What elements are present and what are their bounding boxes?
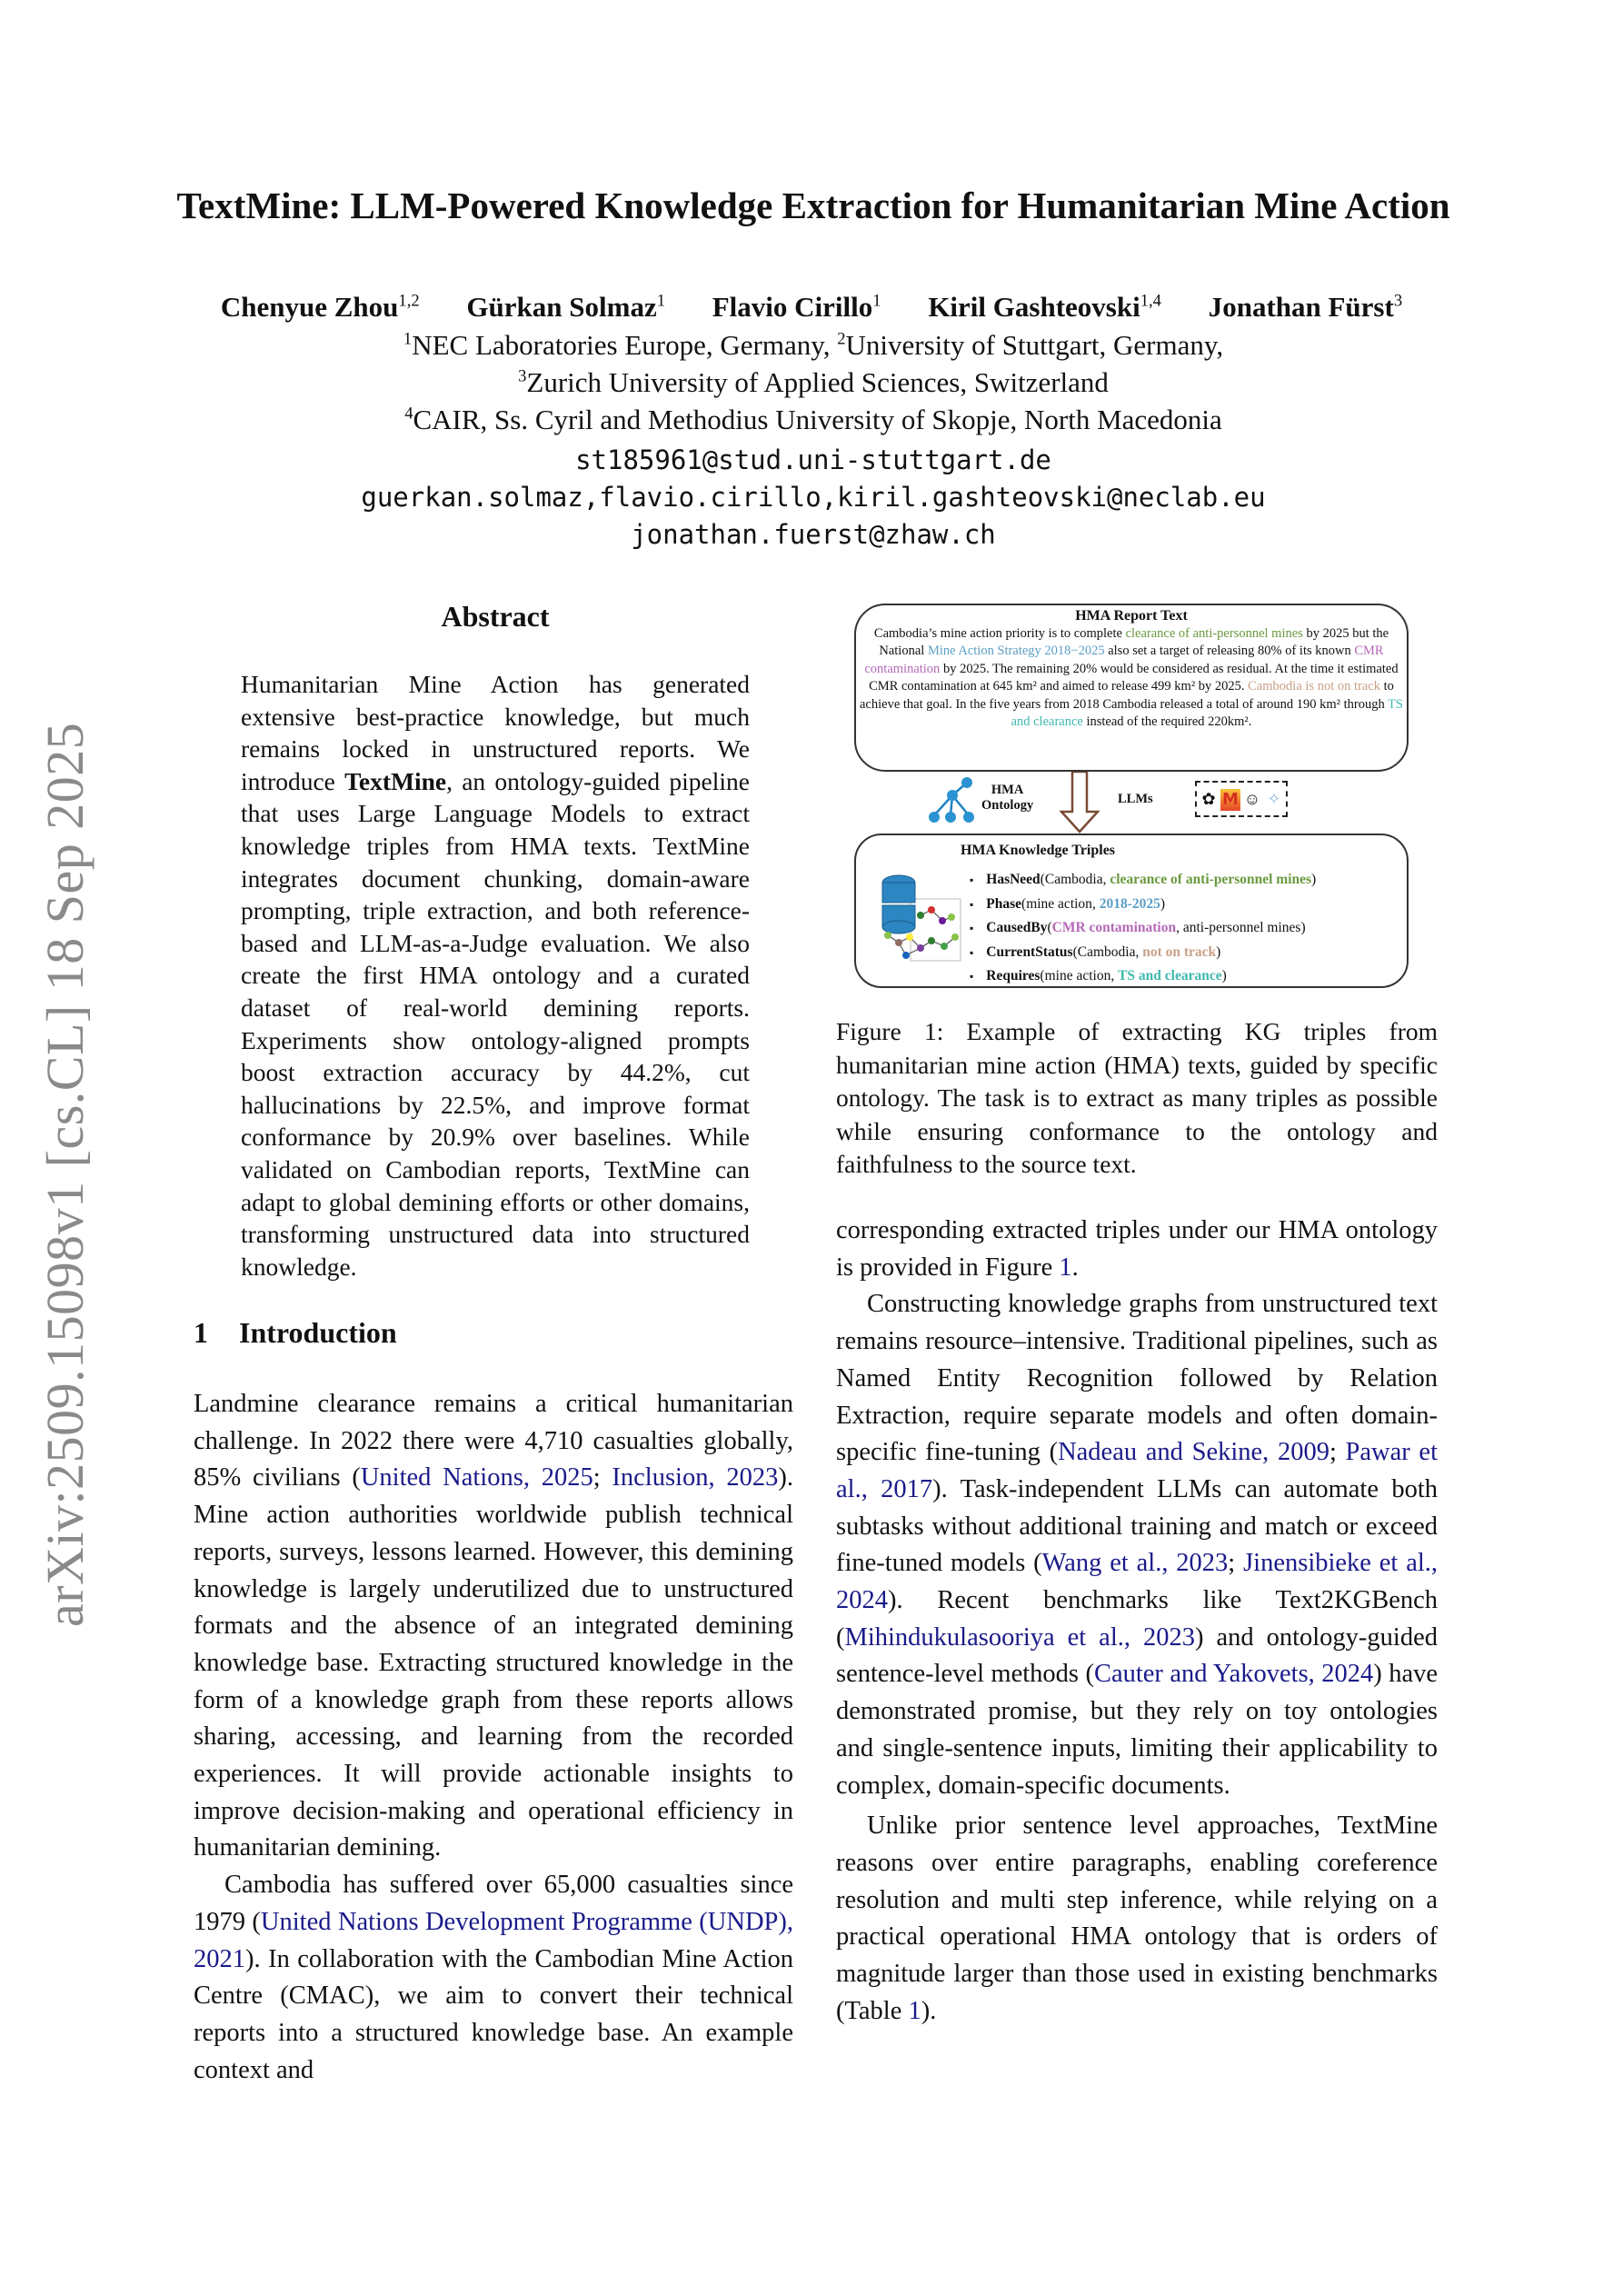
report-text-segment: also set a target of releasing 80% of its known <box>1104 644 1355 658</box>
left-column-body <box>194 1386 793 2089</box>
paragraph: Unlike prior sentence level approaches, TextMine reasons over entire paragraphs, enabling coreference resolution and multi step inference, while relying on a practical operational HMA ontology that is orders of magnitude larger than those used in existing benchmarks (Table 1). <box>836 1812 1438 2025</box>
highlighted-entity: CMR contamination <box>864 644 1384 676</box>
triple-item: ▪ CausedBy(CMR contamination, anti-personnel mines) <box>970 916 1316 941</box>
abstract-body: Humanitarian Mine Action has generated extensive best-practice knowledge, but much remains locked in unstructured reports. We introduce TextMine, an ontology-guided pipeline that uses Large Language Models to extract knowledge triples from HMA texts. TextMine integrates document chunking, domain-aware prompting, triple extraction, and both reference-based and LLM-as-a-Judge evaluation. We also create the first HMA ontology and a curated dataset of real-world demining reports. Experiments show ontology-aligned prompts boost extraction accuracy by 44.2%, cut hallucinations by 22.5%, and improve format conformance by 20.9% over baselines. While validated on Cambodian reports, TextMine can adapt to global demining efforts or other domains, transforming unstructured data into structured knowledge. <box>241 670 750 1281</box>
affiliation-line: $^1$NEC Laboratories Europe, Germany, $^2$University of Stuttgart, Germany, <box>403 329 1224 361</box>
llama-icon: ☺ <box>1243 790 1261 808</box>
citation-link[interactable]: Wang et al., 2023 <box>1041 1549 1229 1578</box>
email-link[interactable]: jonathan.fuerst@zhaw.ch <box>631 519 996 550</box>
citation-link[interactable]: United Nations Development Programme (UNDP), 2021 <box>194 1907 793 1973</box>
affiliation-line: $^3$Zurich University of Applied Sciences, Switzerland <box>518 366 1109 398</box>
mistral-icon: M <box>1220 789 1240 811</box>
highlighted-entity: clearance of anti-personnel mines <box>1125 625 1303 641</box>
pipeline-row <box>845 772 1427 834</box>
email-link[interactable]: guerkan.solmaz,flavio.cirillo,kiril.gashteovski@neclab.eu <box>361 482 1266 513</box>
author: Kiril Gashteovski$^{1,4}$ <box>928 291 1161 323</box>
triple-item: ▪ Requires(mine action, TS and clearance) <box>970 964 1316 989</box>
textmine-name: TextMine <box>344 766 447 795</box>
knowledge-graph-database-icon <box>879 872 965 963</box>
figure-reference-link[interactable]: 1 <box>1059 1253 1072 1282</box>
author: Jonathan Fürst$^3$ <box>1208 291 1403 323</box>
triples-list <box>970 868 1316 989</box>
author: Gürkan Solmaz$^1$ <box>466 291 665 323</box>
triple-object: 2018-2025 <box>1099 895 1160 912</box>
report-text <box>856 625 1407 732</box>
triple-object: TS and clearance <box>1118 968 1222 983</box>
gemini-icon: ✧ <box>1267 790 1281 808</box>
triple-subject: Cambodia <box>1044 872 1103 887</box>
citation-link[interactable]: Mihindukulasooriya et al., 2023 <box>844 1622 1195 1652</box>
llm-logos-box <box>1195 781 1288 817</box>
author: Flavio Cirillo$^1$ <box>712 291 881 323</box>
citation-link[interactable]: United Nations, 2025 <box>360 1463 593 1492</box>
citation-link[interactable]: Jinensibieke et al., 2024 <box>836 1549 1439 1615</box>
figure-caption: Figure 1: Example of extracting KG triples from humanitarian mine action (HMA) texts, guided by specific ontology. The task is to extract as many triples as possible while ensuring conformance to the ontology and faithfulness to the source text. <box>836 1017 1438 1178</box>
triple-relation: CurrentStatus <box>986 943 1073 960</box>
report-text-segment: instead of the required 220km². <box>1082 714 1252 729</box>
report-text-segment: by 2025 but the National <box>879 625 1389 658</box>
arxiv-identifier-stamp: arXiv:2509.15098v1 [cs.CL] 18 Sep 2025 <box>35 722 95 1627</box>
highlighted-entity: Mine Action Strategy 2018−2025 <box>927 644 1105 658</box>
triple-object: not on track <box>1142 943 1217 960</box>
paper-title: TextMine: LLM-Powered Knowledge Extraction for Humanitarian Mine Action <box>176 185 1450 226</box>
report-text-segment: Cambodia’s mine action priority is to complete <box>873 625 1126 641</box>
triple-object: clearance of anti-personnel mines <box>1110 872 1312 887</box>
triple-object: anti-personnel mines <box>1182 920 1301 935</box>
paragraph: Constructing knowledge graphs from unstructured text remains resource–intensive. Traditional pipelines, such as Named Entity Recognition followed by Relation Extraction, require separate models and often domain-specific fine-tuning (Nadeau and Sekine, 2009; Pawar et al., 2017). Task-independent LLMs can automate both subtasks without additional training and match or exceed fine-tuned models (Wang et al., 2023; Jinensibieke et al., 2024). Recent benchmarks like Text2KGBench (Mihindukulasooriya et al., 2023) and ontology-guided sentence-level methods (Cauter and Yakovets, 2024) have demonstrated promise, but they rely on toy ontologies and single-sentence inputs, limiting their applicability to complex, domain-specific documents. <box>836 1290 1439 1800</box>
table-reference-link[interactable]: 1 <box>908 1996 921 2025</box>
figure-1 <box>845 600 1427 991</box>
triple-subject: CMR contamination <box>1051 920 1177 935</box>
paragraph: Cambodia has suffered over 65,000 casualties since 1979 (United Nations Development Programme (UNDP), 2021). In collaboration with the Cambodian Mine Action Centre (CMAC), we aim to convert their technical reports into a structured knowledge base. An example context and <box>194 1871 793 2084</box>
triple-subject: Cambodia <box>1077 943 1136 960</box>
triple-relation: CausedBy <box>986 920 1048 935</box>
highlighted-entity: TS and clearance <box>1011 696 1403 729</box>
citation-link[interactable]: Nadeau and Sekine, 2009 <box>1058 1438 1329 1467</box>
author: Chenyue Zhou$^{1,2}$ <box>220 291 420 323</box>
ontology-label: HMA Ontology <box>981 783 1034 813</box>
triple-item: ▪ HasNeed(Cambodia, clearance of anti-personnel mines) <box>970 868 1316 893</box>
triple-item: ▪ CurrentStatus(Cambodia, not on track) <box>970 941 1316 965</box>
down-arrow-icon <box>1060 772 1100 834</box>
llms-label: LLMs <box>1118 792 1153 806</box>
email-link[interactable]: st185961@stud.uni-stuttgart.de <box>575 444 1051 475</box>
citation-link[interactable]: Cauter and Yakovets, 2024 <box>1093 1660 1374 1689</box>
paragraph: Landmine clearance remains a critical humanitarian challenge. In 2022 there were 4,710 casualties globally, 85% civilians (United Nations, 2025; Inclusion, 2023). Mine action authorities worldwide publish technical reports, surveys, lessons learned. However, this demining knowledge is largely underutilized due to unstructured formats and the absence of an integrated demining knowledge base. Extracting structured knowledge in the form of a knowledge graph from these reports allows sharing, accessing, and learning from the recorded experiences. It will provide actionable insights to improve decision-making and operational efficiency in humanitarian demining. <box>194 1390 793 1862</box>
triple-relation: Requires <box>986 968 1041 983</box>
citation-link[interactable]: Pawar et al., 2017 <box>836 1438 1439 1503</box>
hma-knowledge-triples-box <box>854 834 1409 988</box>
triple-relation: HasNeed <box>986 872 1041 887</box>
triple-relation: Phase <box>986 895 1022 912</box>
author-list <box>91 291 1532 324</box>
report-box-title: HMA Report Text <box>1075 608 1188 624</box>
triple-subject: mine action <box>1026 895 1092 912</box>
ontology-tree-icon <box>925 775 980 828</box>
affiliation-line: $^4$CAIR, Ss. Cyril and Methodius University of Skopje, North Macedonia <box>404 404 1222 435</box>
report-text-segment: by 2025. The remaining 20% would be considered as residual. At the time it estimated CMR contamination at 645 km² and aimed to release 499 km² by 2025. <box>869 661 1399 694</box>
section-heading-introduction: 1 Introduction <box>194 1316 397 1349</box>
report-text-segment: to achieve that goal. In the five years from 2018 Cambodia released a total of around 190 km² through <box>859 679 1394 712</box>
triple-item: ▪ Phase(mine action, 2018-2025) <box>970 893 1316 917</box>
hma-report-text-box <box>854 604 1409 772</box>
triple-subject: mine action <box>1044 968 1111 983</box>
openai-icon: ✿ <box>1201 790 1216 808</box>
highlighted-entity: Cambodia is not on track <box>1248 679 1380 694</box>
right-column-body <box>836 1213 1438 2030</box>
citation-link[interactable]: Inclusion, 2023 <box>612 1463 779 1492</box>
abstract-heading: Abstract <box>441 600 550 633</box>
paragraph: corresponding extracted triples under our HMA ontology is provided in Figure 1. <box>836 1216 1438 1282</box>
triples-box-title: HMA Knowledge Triples <box>960 843 1116 858</box>
